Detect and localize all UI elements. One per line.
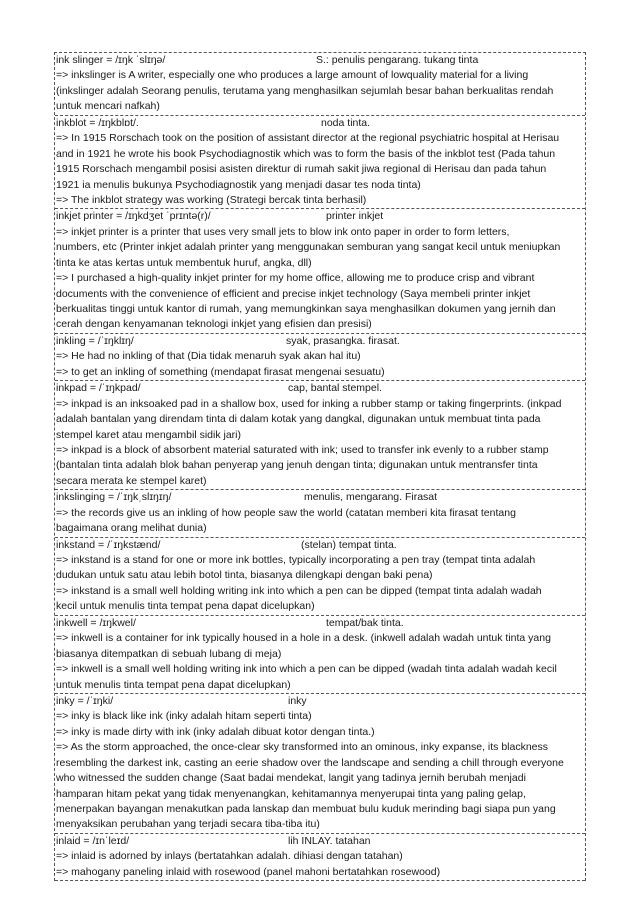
entry-line: => The inkblot strategy was working (Strategi bercak tinta berhasil) — [56, 193, 367, 206]
entry-line: => inkslinger is A writer, especially one who produces a large amount of lowquality material for a living — [56, 69, 529, 82]
entry-head — [56, 490, 584, 505]
entry-line: bagaimana orang melihat dunia) — [56, 522, 207, 535]
entry-head — [56, 381, 584, 396]
entry-meaning: cap, bantal stempel. — [288, 382, 382, 395]
entry-meaning: syak, prasangka. firasat. — [286, 334, 400, 347]
entry-head — [56, 834, 584, 849]
entry-meaning: printer inkjet — [326, 210, 384, 223]
entry-line: => inkpad is an inksoaked pad in a shallow box, used for inking a rubber stamp or taking fingerprints. (inkpad — [56, 397, 562, 410]
entry-line: => inkjet printer is a printer that uses very small jets to blow ink onto paper in order to form letters, — [56, 225, 510, 238]
entry-term: inkling = /ˈɪŋklɪŋ/ — [56, 334, 134, 347]
entry-line: => inky is made dirty with ink (inky adalah dibuat kotor dengan tinta.) — [56, 725, 375, 738]
entry-line: => the records give us an inkling of how people saw the world (catatan memberi kita firasat tentang — [56, 506, 516, 519]
entry-term: inkblot = /ɪŋkblɒt/. — [56, 116, 139, 129]
entry-line: documents with the convenience of efficient and precise inkjet technology (Saya membeli printer inkjet — [56, 287, 531, 300]
entry-meaning: noda tinta. — [321, 116, 371, 129]
entry-inkling — [55, 334, 585, 381]
entry-line: (inkslinger adalah Seorang penulis, terutama yang menghasilkan sejumlah besar bahan berkualitas rendah — [56, 84, 554, 97]
entry-meaning: (stelan) tempat tinta. — [301, 538, 397, 551]
entry-line: => to get an inkling of something (mendapat firasat mengenai sesuatu) — [56, 365, 385, 378]
entry-head — [56, 334, 584, 349]
entry-term: inkwell = /ɪŋkwel/ — [56, 616, 136, 629]
entry-line: => mahogany paneling inlaid with rosewood (panel mahoni bertatahkan rosewood) — [56, 865, 441, 878]
entry-head — [56, 209, 584, 224]
entry-inkblot — [55, 116, 585, 210]
entry-line: cerah dengan kenyamanan teknologi inkjet yang efisien dan presisi) — [56, 318, 372, 331]
entry-line: untuk menulis tinta tempat pena dapat dicelupkan) — [56, 678, 291, 691]
entry-term: inkjet printer = /ɪŋkdʒet ˈprɪntə(r)/ — [56, 210, 211, 223]
entry-line: => He had no inkling of that (Dia tidak menaruh syak akan hal itu) — [56, 350, 361, 363]
entry-line: => inkstand is a small well holding writing ink into which a pen can be dipped (tempat tinta adalah wadah — [56, 584, 542, 597]
entry-inkpad — [55, 381, 585, 490]
entry-meaning: tempat/bak tinta. — [326, 616, 404, 629]
entry-line: (bantalan tinta adalah blok bahan penyerap yang jenuh dengan tinta; digunakan untuk mentransfer tinta — [56, 459, 538, 472]
entry-line: kecil untuk menulis tinta tempat pena dapat dicelupkan) — [56, 600, 315, 613]
entry-line: stempel karet atau mengambil sidik jari) — [56, 428, 241, 441]
entry-line: tinta ke atas kertas untuk membentuk huruf, angka, dll) — [56, 256, 312, 269]
entry-line: hamparan hitam pekat yang tidak menyenangkan, kehitamannya menyerupai tinta yang paling gelap, — [56, 787, 526, 800]
entry-head — [56, 538, 584, 553]
entry-line: => As the storm approached, the once-clear sky transformed into an ominous, inky expanse, its blackness — [56, 741, 549, 754]
entry-term: ink slinger = /ɪŋk ˈslɪŋə/ — [56, 54, 166, 66]
entry-line: => inkstand is a stand for one or more ink bottles, typically incorporating a pen tray (tempat tinta adalah — [56, 554, 536, 566]
entry-head — [56, 53, 584, 68]
entry-line: biasanya ditempatkan di sebuah lubang di meja) — [56, 647, 282, 660]
entry-meaning: lih INLAY. tatahan — [288, 834, 371, 847]
entry-line: who witnessed the sudden change (Saat badai mendekat, langit yang tadinya jernih berubah menjadi — [56, 772, 526, 785]
entry-line: => inkpad is a block of absorbent material saturated with ink; used to transfer ink evenly to a rubber stamp — [56, 443, 549, 456]
entry-inkjet-printer — [55, 209, 585, 334]
entry-line: untuk mencari nafkah) — [56, 100, 160, 113]
entry-line: adalah bantalan yang direndam tinta di dalam kotak yang dangkal, digunakan untuk membuat tinta pada — [56, 413, 541, 426]
entry-line: numbers, etc (Printer inkjet adalah printer yang menggunakan semburan yang sangat kecil untuk meniupkan — [56, 241, 561, 254]
entry-term: inky = /ˈɪŋki/ — [56, 694, 114, 707]
dictionary-page — [54, 52, 586, 881]
entry-term: inkslinging = /ˈɪŋkˌslɪŋɪŋ/ — [56, 491, 172, 504]
entry-term: inkstand = /ˈɪŋkstænd/ — [56, 538, 161, 551]
entry-head — [56, 694, 584, 709]
entry-line: resembling the darkest ink, casting an eerie shadow over the landscape and sending a chill through everyone — [56, 756, 564, 769]
entry-line: berkualitas tinggi untuk kantor di rumah, yang memungkinkan saya menghasilkan dokumen yang jernih dan — [56, 303, 556, 315]
entry-inkstand — [55, 538, 585, 616]
entry-line: secara merata ke stempel karet) — [56, 474, 207, 487]
entry-head — [56, 116, 584, 131]
entry-meaning: inky — [288, 694, 307, 707]
entry-line: => inky is black like ink (inky adalah hitam seperti tinta) — [56, 710, 312, 723]
entry-line: => inkwell is a container for ink typically housed in a hole in a desk. (inkwell adalah wadah untuk tinta yang — [56, 632, 551, 645]
entry-line: 1915 Rorschach mengambil posisi asisten direktur di rumah sakit jiwa regional di Herisau dan pada tahun — [56, 163, 547, 176]
entry-head — [56, 616, 584, 631]
entry-meaning: S.: penulis pengarang. tukang tinta — [316, 54, 479, 66]
entry-line: menerpakan bayangan menakutkan pada lanskap dan membuat bulu kuduk merinding bagi siapa pun yang — [56, 803, 556, 815]
entry-inky — [55, 694, 585, 834]
entry-line: and in 1921 he wrote his book Psychodiagnostik which was to form the basis of the inkblot test (Pada tahun — [56, 147, 556, 160]
entry-ink-slinger — [55, 53, 585, 116]
entry-term: inlaid = /ɪnˈleɪd/ — [56, 834, 130, 847]
entry-line: 1921 ia menulis bukunya Psychodiagnostik yang menjadi dasar tes noda tinta) — [56, 178, 421, 191]
entry-line: dudukan untuk satu atau lebih botol tinta, biasanya dilengkapi dengan baki pena) — [56, 569, 433, 582]
entry-line: => inlaid is adorned by inlays (bertatahkan adalah. dihiasi dengan tatahan) — [56, 850, 403, 863]
entry-meaning: menulis, mengarang. Firasat — [304, 491, 438, 504]
entry-inlaid — [55, 834, 585, 881]
entry-term: inkpad = /ˈɪŋkpad/ — [56, 382, 141, 395]
entry-inkslinging — [55, 490, 585, 537]
entry-line: => In 1915 Rorschach took on the position of assistant director at the regional psychiatric hospital at Herisau — [56, 132, 560, 145]
entry-line: menyaksikan perubahan yang terjadi secara tiba-tiba itu) — [56, 818, 320, 831]
entry-inkwell — [55, 616, 585, 694]
entry-line: => I purchased a high-quality inkjet printer for my home office, allowing me to produce crisp and vibrant — [56, 272, 535, 285]
entry-line: => inkwell is a small well holding writing ink into which a pen can be dipped (wadah tinta adalah wadah kecil — [56, 663, 557, 676]
